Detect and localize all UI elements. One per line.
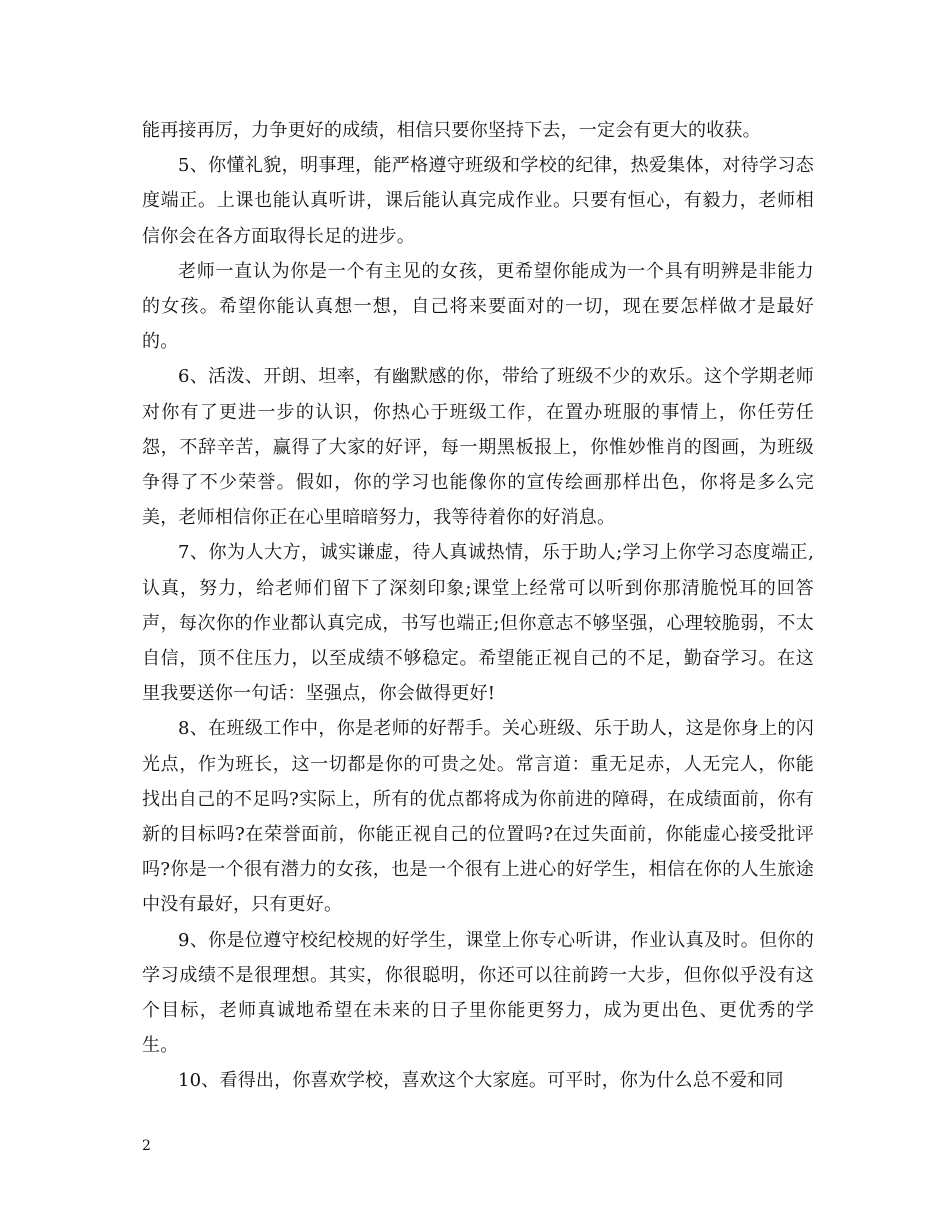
paragraph-comment-9: 9、你是位遵守校纪校规的好学生，课堂上你专心听讲，作业认真及时。但你的学习成绩不是很理想。其实，你很聪明，你还可以往前跨一大步，但你似乎没有这个目标，老师真诚地希望在未来的日子里你能更努力，成为更出色、更优秀的学生。 [142, 929, 814, 1057]
body-text [142, 113, 814, 1099]
paragraph-comment-8: 8、在班级工作中，你是老师的好帮手。关心班级、乐于助人，这是你身上的闪光点，作为班长，这一切都是你的可贵之处。常言道：重无足赤，人无完人，你能找出自己的不足吗?实际上，所有的优点都将成为你前进的障碍，在成绩面前，你有新的目标吗?在荣誉面前，你能正视自己的位置吗?在过失面前，你能虚心接受批评吗?你是一个很有潜力的女孩，也是一个很有上进心的好学生，相信在你的人生旅途中没有最好，只有更好。 [142, 718, 814, 916]
paragraph-comment-5: 5、你懂礼貌，明事理，能严格遵守班级和学校的纪律，热爱集体，对待学习态度端正。上课也能认真听讲，课后能认真完成作业。只要有恒心，有毅力，老师相信你会在各方面取得长足的进步。 [142, 155, 814, 247]
page-number: 2 [142, 1138, 151, 1154]
paragraph-comment-5-extra: 老师一直认为你是一个有主见的女孩，更希望你能成为一个具有明辨是非能力的女孩。希望你能认真想一想，自己将来要面对的一切，现在要怎样做才是最好的。 [142, 260, 814, 353]
paragraph-comment-6: 6、活泼、开朗、坦率，有幽默感的你，带给了班级不少的欢乐。这个学期老师对你有了更进一步的认识，你热心于班级工作，在置办班服的事情上，你任劳任怨，不辞辛苦，赢得了大家的好评，每一期黑板报上，你惟妙惟肖的图画，为班级争得了不少荣誉。假如，你的学习也能像你的宣传绘画那样出色，你将是多么完美，老师相信你正在心里暗暗努力，我等待着你的好消息。 [142, 366, 814, 529]
paragraph-continuation: 能再接再厉，力争更好的成绩，相信只要你坚持下去，一定会有更大的收获。 [142, 120, 761, 141]
paragraph-comment-10: 10、看得出，你喜欢学校，喜欢这个大家庭。可平时，你为什么总不爱和同 [178, 1070, 784, 1092]
paragraph-comment-7: 7、你为人大方，诚实谦虚，待人真诚热情，乐于助人;学习上你学习态度端正,认真，努力，给老师们留下了深刻印象;课堂上经常可以听到你那清脆悦耳的回答声，每次你的作业都认真完成，书写也端正;但你意志不够坚强，心理较脆弱，不太自信，顶不住压力，以至成绩不够稳定。希望能正视自己的不足，勤奋学习。在这里我要送你一句话：坚强点，你会做得更好! [142, 542, 814, 705]
